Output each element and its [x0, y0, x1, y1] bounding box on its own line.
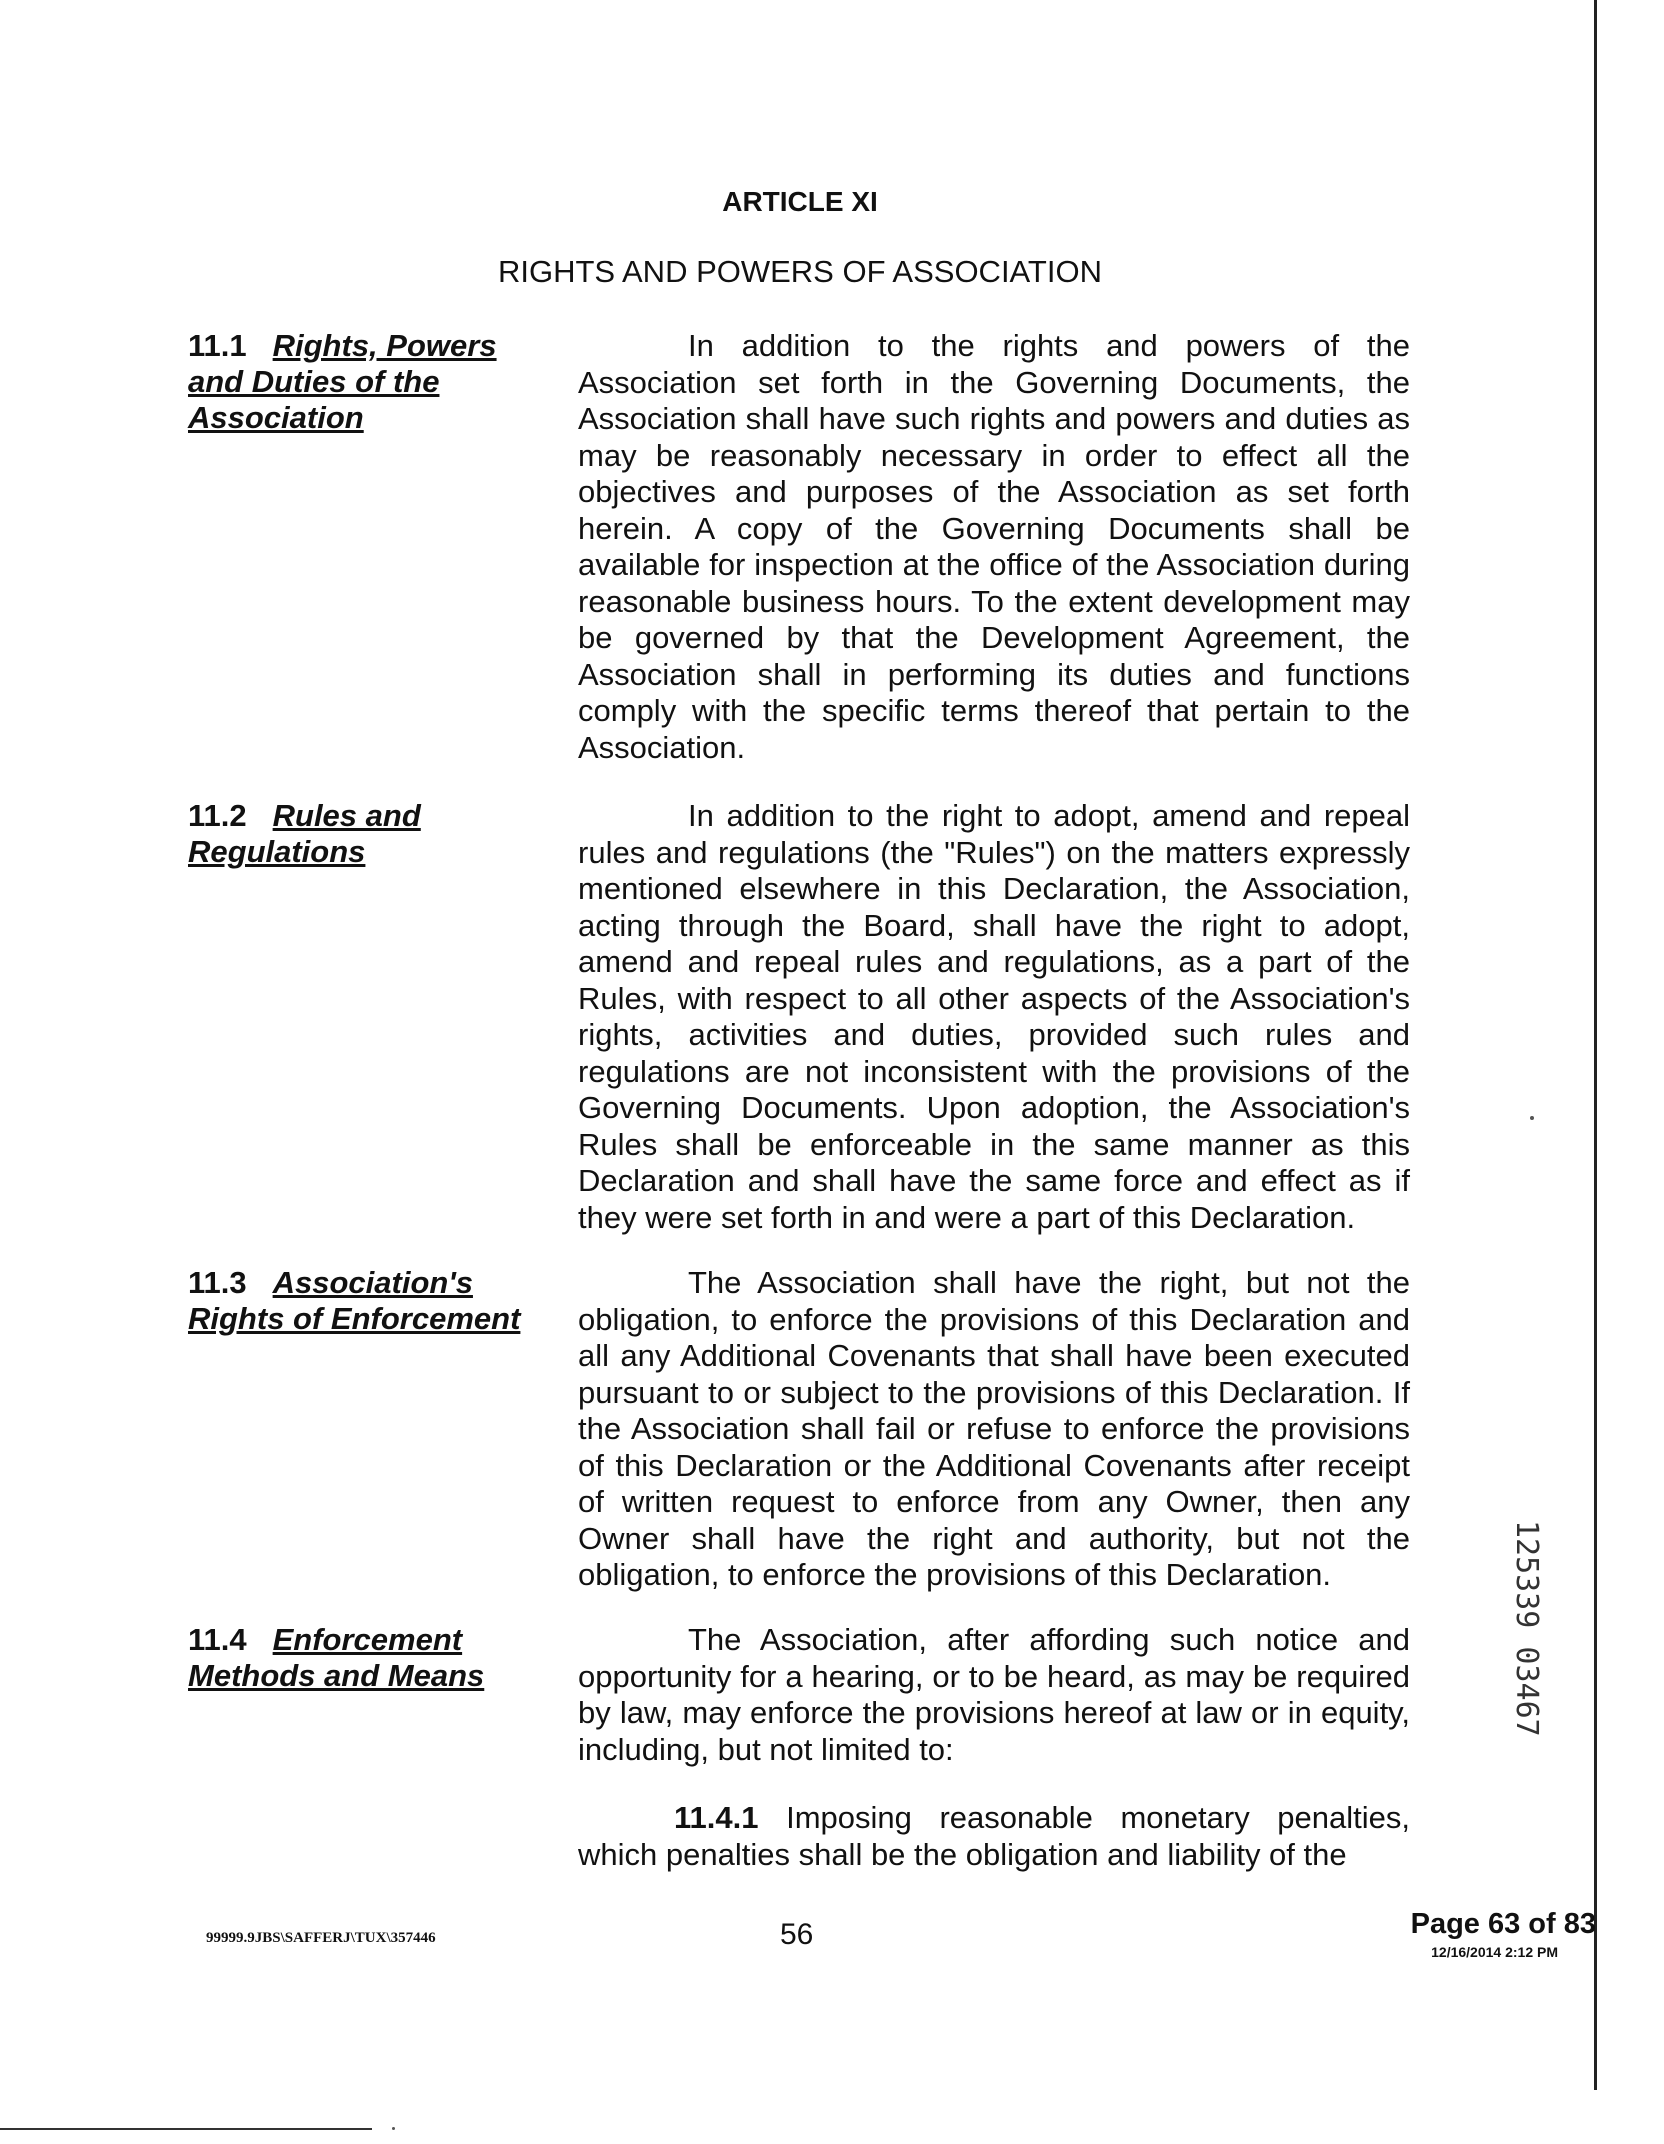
footer-document-code: 99999.9JBS\SAFFERJ\TUX\357446 — [206, 1930, 436, 1946]
section-text: The Association, after affording such notice and opportunity for a hearing, or to be heard, as may be required by law, may enforce the provisions hereof at law or in equity, including, but not limited to: — [578, 1622, 1410, 1767]
section-title: Enforcement Methods and Means — [188, 1622, 485, 1693]
section-body — [578, 1622, 1410, 1768]
section-title: Rules and Regulations — [188, 798, 421, 869]
section-number: 11.1 — [188, 328, 247, 363]
side-recording-stamp — [1509, 1520, 1552, 1737]
section-heading — [188, 328, 528, 436]
section-heading — [188, 1622, 528, 1694]
section-number: 11.3 — [188, 1265, 247, 1300]
footer-page-of: Page 63 of 83 — [1410, 1908, 1596, 1940]
section-text: In addition to the rights and powers of the Association set forth in the Governing Documents, the Association shall have such rights and powers and duties as may be reasonably necessary in order to effect all the objectives and purposes of the Association as set forth herein. A copy of the Governing Documents shall be available for inspection at the office of the Association during reasonable business hours. To the extent development may be governed by that the Development Agreement, the Association shall in performing its duties and functions comply with the specific terms thereof that pertain to the Association. — [578, 328, 1410, 765]
section-number: 11.4 — [188, 1622, 247, 1657]
side-stamp-text: 125339 03467 — [1509, 1520, 1544, 1737]
article-subtitle: RIGHTS AND POWERS OF ASSOCIATION — [497, 254, 1102, 289]
section-body — [578, 1265, 1410, 1594]
section-number: 11.2 — [188, 798, 247, 833]
scan-speck — [1530, 1116, 1534, 1120]
section-title: Rights, Powers and Duties of the Association — [188, 328, 497, 435]
article-title: ARTICLE XI — [722, 186, 878, 217]
footer-timestamp: 12/16/2014 2:12 PM — [1431, 1944, 1558, 1960]
section-body — [578, 328, 1410, 766]
scan-speck — [392, 2127, 395, 2130]
section-heading — [188, 1265, 528, 1337]
right-margin-rule — [1594, 0, 1597, 2090]
subsection-text: Imposing reasonable monetary penalties, which penalties shall be the obligation and liability of the — [578, 1800, 1410, 1872]
footer-page-number: 56 — [780, 1918, 814, 1951]
bottom-left-rule — [0, 2128, 372, 2130]
section-title: Association's Rights of Enforcement — [188, 1265, 521, 1336]
subsection-11-4-1 — [578, 1800, 1410, 1873]
section-body — [578, 798, 1410, 1236]
section-text: The Association shall have the right, but not the obligation, to enforce the provisions of this Declaration and all any Additional Covenants that shall have been executed pursuant to or subject to the provisions of this Declaration. If the Association shall fail or refuse to enforce the provisions of this Declaration or the Additional Covenants after receipt of written request to enforce from any Owner, then any Owner shall have the right and authority, but not the obligation, to enforce the provisions of this Declaration. — [578, 1265, 1410, 1592]
section-text: In addition to the right to adopt, amend and repeal rules and regulations (the "Rules") on the matters expressly mentioned elsewhere in this Declaration, the Association, acting through the Board, shall have the right to adopt, amend and repeal rules and regulations, as a part of the Rules, with respect to all other aspects of the Association's rights, activities and duties, provided such rules and regulations are not inconsistent with the provisions of the Governing Documents. Upon adoption, the Association's Rules shall be enforceable in the same manner as this Declaration and shall have the same force and effect as if they were set forth in and were a part of this Declaration. — [578, 798, 1410, 1235]
subsection-number: 11.4.1 — [674, 1800, 759, 1835]
section-heading — [188, 798, 528, 870]
